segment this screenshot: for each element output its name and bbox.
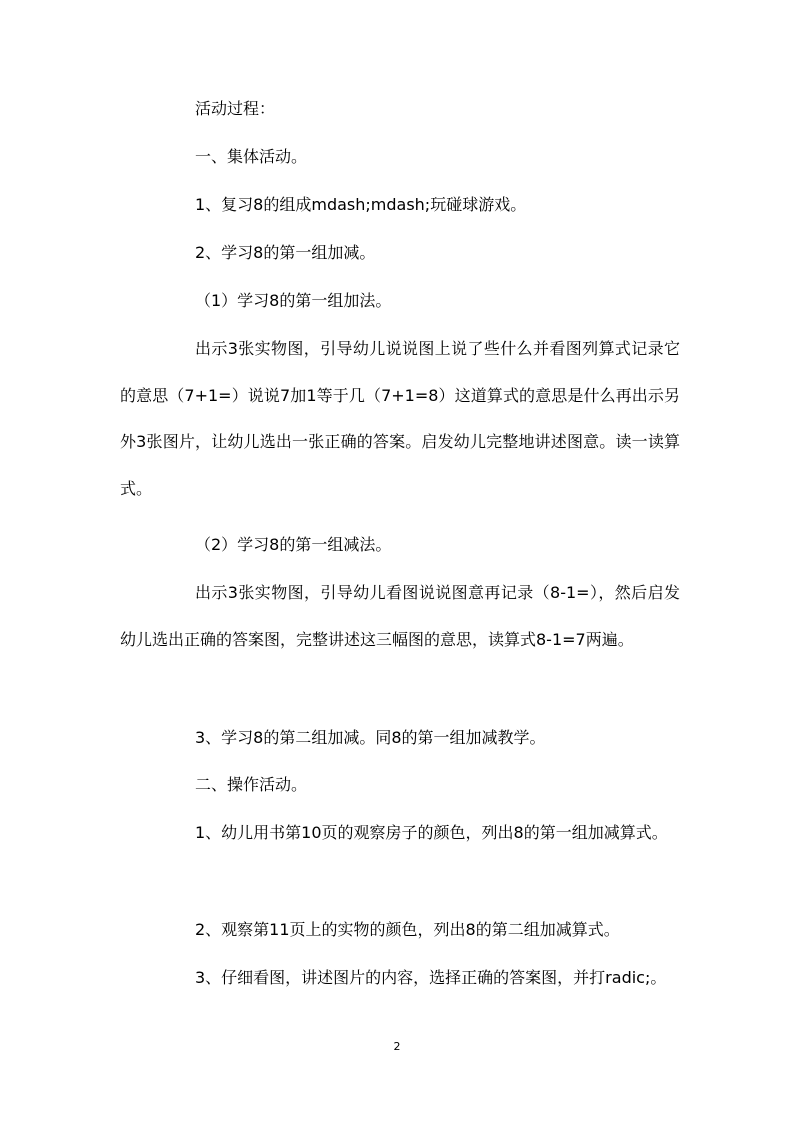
paragraph-operation-two: 2、观察第11页上的实物的颜色，列出8的第二组加减算式。 [195, 920, 620, 939]
paragraph-review-composition: 1、复习8的组成mdash;mdash;玩碰球游戏。 [195, 195, 527, 214]
paragraph-learn-addition: （1）学习8的第一组加法。 [195, 291, 392, 310]
paragraph-addition-instructions: 出示3张实物图，引导幼儿说说图上说了些什么并看图列算式记录它的意思（7+1=）说说7加1等于几（7+1=8）这道算式的意思是什么再出示另外3张图片，让幼儿选出一张正确的答案。启发幼儿完整地讲述图意。读一读算式。 [120, 339, 680, 498]
paragraph-learn-subtraction: （2）学习8的第一组减法。 [195, 535, 392, 554]
page-number: 2 [393, 1040, 401, 1053]
paragraph-section-two-heading: 二、操作活动。 [195, 775, 308, 794]
paragraph-operation-one: 1、幼儿用书第10页的观察房子的颜色，列出8的第一组加减算式。 [195, 823, 668, 842]
paragraph-subtraction-instructions: 出示3张实物图，引导幼儿看图说说图意再记录（8-1=），然后启发幼儿选出正确的答案图，完整讲述这三幅图的意思，读算式8-1=7两遍。 [120, 583, 680, 649]
paragraph-operation-three: 3、仔细看图，讲述图片的内容，选择正确的答案图，并打radic;。 [195, 968, 667, 987]
paragraph-activity-process: 活动过程： [195, 99, 276, 118]
paragraph-learn-first-group: 2、学习8的第一组加减。 [195, 243, 376, 262]
paragraph-section-one-heading: 一、集体活动。 [195, 147, 308, 166]
paragraph-learn-second-group: 3、学习8的第二组加减。同8的第一组加减教学。 [195, 728, 546, 747]
